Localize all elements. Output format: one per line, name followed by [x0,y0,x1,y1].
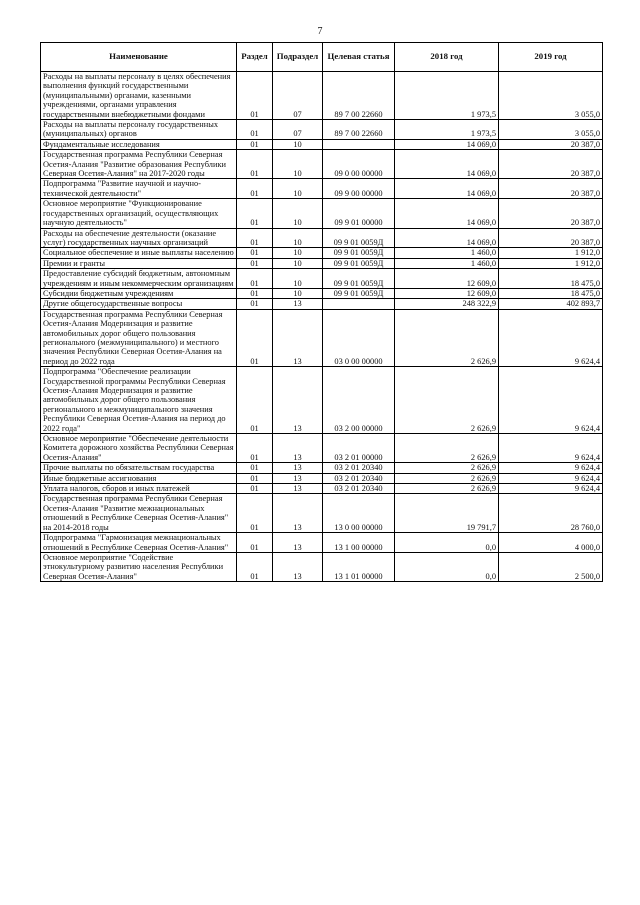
cell-podrazdel: 13 [273,484,323,494]
cell-podrazdel: 13 [273,309,323,366]
cell-2018: 2 626,9 [395,367,499,434]
table-row [41,494,603,533]
cell-2018: 2 626,9 [395,484,499,494]
cell-podrazdel: 10 [273,228,323,248]
cell-2018: 248 322,9 [395,299,499,309]
cell-statya: 03 2 01 20340 [323,463,395,473]
cell-name: Уплата налогов, сборов и иных платежей [41,484,237,494]
cell-razdel: 01 [237,463,273,473]
cell-podrazdel: 13 [273,494,323,533]
cell-razdel: 01 [237,288,273,298]
cell-razdel: 01 [237,258,273,268]
cell-statya [323,139,395,149]
cell-razdel: 01 [237,179,273,199]
cell-podrazdel: 10 [273,258,323,268]
table-row [41,248,603,258]
page-number: 7 [317,26,323,37]
table-row [41,199,603,228]
cell-statya: 09 9 01 0059Д [323,248,395,258]
cell-razdel: 01 [237,269,273,289]
cell-2019: 4 000,0 [499,533,603,553]
cell-name: Основное мероприятие "Содействие этнокультурному развитию населения Республики Северная Осетия-Алания" [41,552,237,581]
cell-2018: 14 069,0 [395,150,499,179]
cell-2018: 2 626,9 [395,463,499,473]
cell-podrazdel: 10 [273,248,323,258]
cell-2019: 9 624,4 [499,473,603,483]
cell-razdel: 01 [237,533,273,553]
cell-2018: 2 626,9 [395,309,499,366]
cell-2019: 9 624,4 [499,434,603,463]
column-header-podrazdel: Подраздел [273,43,323,72]
cell-name: Иные бюджетные ассигнования [41,473,237,483]
cell-name: Государственная программа Республики Северная Осетия-Алания "Развитие межнациональных отношений в Республике Северная Осетия-Алания" на 2014-2018 годы [41,494,237,533]
cell-statya: 03 0 00 00000 [323,309,395,366]
cell-razdel: 01 [237,494,273,533]
cell-podrazdel: 13 [273,299,323,309]
cell-name: Государственная программа Республики Северная Осетия-Алания Модернизация и развитие автомобильных дорог общего пользования регионального (межмуниципального) и местного значения Республики Северная Осетия-Алания на период до 2022 года [41,309,237,366]
cell-name: Государственная программа Республики Северная Осетия-Алания "Развитие образования Республики Северная Осетия-Алания" на 2017-2020 годы [41,150,237,179]
cell-2019: 1 912,0 [499,248,603,258]
table-header-row [41,43,603,72]
cell-name: Субсидии бюджетным учреждениям [41,288,237,298]
cell-podrazdel: 10 [273,139,323,149]
table-row [41,299,603,309]
table-row [41,179,603,199]
cell-2018: 14 069,0 [395,139,499,149]
column-header-statya: Целевая статья [323,43,395,72]
table-row [41,269,603,289]
cell-podrazdel: 10 [273,269,323,289]
cell-2019: 3 055,0 [499,120,603,140]
cell-name: Основное мероприятие "Функционирование государственных организаций, осуществляющих научную деятельность" [41,199,237,228]
cell-2019: 18 475,0 [499,269,603,289]
cell-podrazdel: 13 [273,473,323,483]
cell-2019: 2 500,0 [499,552,603,581]
cell-2018: 1 973,5 [395,72,499,120]
cell-2019: 402 893,7 [499,299,603,309]
cell-2018: 2 626,9 [395,473,499,483]
cell-podrazdel: 13 [273,463,323,473]
table-row [41,434,603,463]
cell-2018: 14 069,0 [395,199,499,228]
cell-podrazdel: 10 [273,288,323,298]
cell-statya: 89 7 00 22660 [323,72,395,120]
cell-2019: 9 624,4 [499,484,603,494]
cell-2018: 2 626,9 [395,434,499,463]
cell-name: Подпрограмма "Обеспечение реализации Государственной программы Республики Северная Осетия-Алания Модернизация и развитие автомобильных дорог общего пользования регионального и межмуниципального значения Республики Северная Осетия-Алания на период до 2022 года" [41,367,237,434]
cell-2018: 1 460,0 [395,248,499,258]
cell-statya: 03 2 01 20340 [323,473,395,483]
cell-2019: 9 624,4 [499,463,603,473]
cell-razdel: 01 [237,228,273,248]
cell-2018: 12 609,0 [395,288,499,298]
cell-razdel: 01 [237,299,273,309]
table-row [41,473,603,483]
cell-podrazdel: 13 [273,533,323,553]
cell-2018: 1 460,0 [395,258,499,268]
cell-name: Расходы на обеспечение деятельности (оказание услуг) государственных научных организаций [41,228,237,248]
table-row [41,484,603,494]
table-row [41,463,603,473]
cell-2019: 18 475,0 [499,288,603,298]
cell-statya: 09 9 01 0059Д [323,288,395,298]
cell-name: Основное мероприятие "Обеспечение деятельности Комитета дорожного хозяйства Республики Северная Осетия-Алания" [41,434,237,463]
cell-statya: 13 1 00 00000 [323,533,395,553]
cell-podrazdel: 10 [273,150,323,179]
cell-name: Прочие выплаты по обязательствам государства [41,463,237,473]
cell-statya: 09 0 00 00000 [323,150,395,179]
cell-statya: 09 9 00 00000 [323,179,395,199]
table-row [41,150,603,179]
cell-name: Другие общегосударственные вопросы [41,299,237,309]
column-header-2018: 2018 год [395,43,499,72]
cell-name: Расходы на выплаты персоналу государственных (муниципальных) органов [41,120,237,140]
cell-razdel: 01 [237,139,273,149]
cell-razdel: 01 [237,199,273,228]
cell-statya: 09 9 01 00000 [323,199,395,228]
column-header-2019: 2019 год [499,43,603,72]
cell-2019: 3 055,0 [499,72,603,120]
cell-statya: 03 2 00 00000 [323,367,395,434]
cell-statya: 09 9 01 0059Д [323,269,395,289]
cell-2019: 20 387,0 [499,150,603,179]
cell-podrazdel: 13 [273,367,323,434]
table-row [41,258,603,268]
cell-statya: 03 2 01 00000 [323,434,395,463]
cell-name: Подпрограмма "Развитие научной и научно-технической деятельности" [41,179,237,199]
cell-statya [323,299,395,309]
cell-razdel: 01 [237,72,273,120]
column-header-name: Наименование [41,43,237,72]
cell-name: Подпрограмма "Гармонизация межнациональных отношений в Республике Северная Осетия-Алания" [41,533,237,553]
cell-2019: 9 624,4 [499,367,603,434]
cell-razdel: 01 [237,367,273,434]
cell-2018: 14 069,0 [395,179,499,199]
budget-table [40,42,603,582]
cell-podrazdel: 13 [273,434,323,463]
cell-name: Фундаментальные исследования [41,139,237,149]
cell-2019: 20 387,0 [499,199,603,228]
cell-razdel: 01 [237,120,273,140]
table-row [41,552,603,581]
table-row [41,533,603,553]
cell-podrazdel: 10 [273,199,323,228]
table-row [41,120,603,140]
cell-razdel: 01 [237,434,273,463]
cell-razdel: 01 [237,248,273,258]
cell-2018: 0,0 [395,552,499,581]
cell-2018: 1 973,5 [395,120,499,140]
cell-podrazdel: 13 [273,552,323,581]
cell-2019: 28 760,0 [499,494,603,533]
cell-statya: 03 2 01 20340 [323,484,395,494]
table-row [41,309,603,366]
cell-2018: 14 069,0 [395,228,499,248]
cell-razdel: 01 [237,484,273,494]
cell-razdel: 01 [237,150,273,179]
cell-statya: 09 9 01 0059Д [323,258,395,268]
cell-2019: 1 912,0 [499,258,603,268]
cell-2019: 20 387,0 [499,228,603,248]
table-row [41,367,603,434]
column-header-razdel: Раздел [237,43,273,72]
cell-razdel: 01 [237,473,273,483]
cell-podrazdel: 07 [273,120,323,140]
cell-2018: 12 609,0 [395,269,499,289]
cell-razdel: 01 [237,309,273,366]
table-row [41,288,603,298]
cell-statya: 89 7 00 22660 [323,120,395,140]
table-row [41,72,603,120]
cell-name: Социальное обеспечение и иные выплаты населению [41,248,237,258]
table-row [41,228,603,248]
cell-statya: 13 1 01 00000 [323,552,395,581]
cell-2019: 20 387,0 [499,179,603,199]
table-row [41,139,603,149]
cell-name: Расходы на выплаты персоналу в целях обеспечения выполнения функций государственными (муниципальными) органами, казенными учреждениями, органами управления государственными внебюджетными фондами [41,72,237,120]
cell-statya: 09 9 01 0059Д [323,228,395,248]
cell-2019: 20 387,0 [499,139,603,149]
cell-statya: 13 0 00 00000 [323,494,395,533]
cell-podrazdel: 10 [273,179,323,199]
cell-2019: 9 624,4 [499,309,603,366]
cell-razdel: 01 [237,552,273,581]
cell-podrazdel: 07 [273,72,323,120]
cell-name: Предоставление субсидий бюджетным, автономным учреждениям и иным некоммерческим организациям [41,269,237,289]
cell-name: Премии и гранты [41,258,237,268]
cell-2018: 0,0 [395,533,499,553]
cell-2018: 19 791,7 [395,494,499,533]
